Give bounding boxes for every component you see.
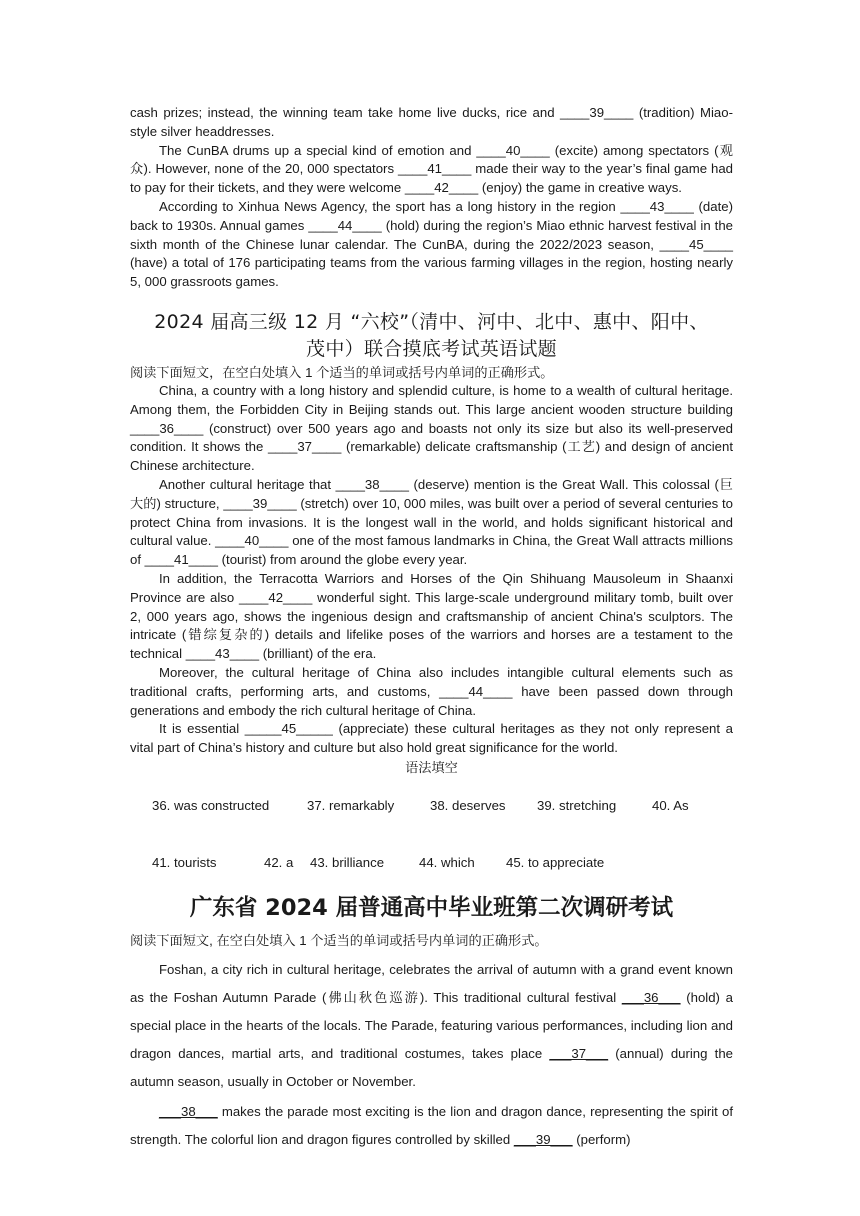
instruction: 阅读下面短文, 在空白处填入 1 个适当的单词或括号内单词的正确形式。 [130, 932, 548, 948]
paragraph [130, 956, 733, 1096]
text-run: (perform) [572, 1131, 631, 1147]
answer-item: 38. deserves [429, 797, 506, 813]
paragraph: Moreover, the cultural heritage of China also includes intangible cultural elements such as traditional crafts, performing arts, and customs, ____44____ have been passed down through generations and embody the rich cultural heritage of China. [130, 664, 733, 718]
answer-item: 42. a [263, 854, 294, 870]
paragraph: It is essential _____45_____ (appreciate) these cultural heritages as they not only represent a vital part of China’s history and culture but also hold great significance for the world. [130, 721, 733, 756]
answer-item: 39. stretching [536, 797, 617, 813]
paragraph: According to Xinhua News Agency, the sport has a long history in the region ____43____ (date) back to 1930s. Annual games ____44____ (hold) during the region’s Miao ethnic harvest festival in the sixth month of the Chinese lunar calendar. The CunBA, during the 2022/2023 season, ____45____ (have) a total of 176 participating teams from the various farming villages in the region, hosting nearly 5, 000 grassroots games. [130, 198, 733, 290]
text-run: (hold) a special place in the hearts of the locals. The Parade, featuring various performances, including lion and dragon dances, martial arts, and traditional costumes, takes place [130, 989, 733, 1061]
blank-37: ___37___ [549, 1045, 609, 1061]
paragraph: The CunBA drums up a special kind of emotion and ____40____ (excite) among spectators (观众). However, none of the 20, 000 spectators ____41____ made their way to the year’s final game had to pay for their tickets, and they were welcome ____42____ (enjoy) the game in creative ways. [130, 142, 733, 196]
answer-key-row [130, 834, 733, 891]
answer-item: 43. brilliance [309, 854, 385, 870]
paragraph: cash prizes; instead, the winning team take home live ducks, rice and ____39____ (tradition) Miao-style silver headdresses. [130, 105, 733, 139]
answer-item: 37. remarkably [306, 797, 395, 813]
blank-36: ___36___ [621, 989, 681, 1005]
exam-title-line2: 茂中）联合摸底考试英语试题 [306, 337, 557, 360]
answer-key-row [130, 777, 733, 834]
answer-item: 36. was constructed [151, 797, 270, 813]
exam-title-line1: 2024 届高三级 12 月 “六校”（清中、河中、北中、惠中、阳中、 [154, 310, 709, 333]
paragraph: In addition, the Terracotta Warriors and Horses of the Qin Shihuang Mausoleum in Shaanxi Province are also ____42____ wonderful sight. This large-scale underground military tomb, built over 2, 000 years ago, shows the ingenious design and craftsmanship of ancient China's sculptors. The intricate (错综复杂的) details and lifelike poses of the warriors and horses are a testament to the technical ____43____ (brilliant) of the era. [130, 570, 733, 662]
answer-item: 41. tourists [151, 854, 217, 870]
answer-heading: 语法填空 [405, 759, 458, 775]
section-six-schools-exam [130, 309, 733, 891]
answer-item: 44. which [418, 854, 475, 870]
section-guangdong-exam [130, 893, 733, 1154]
text-run: (annual) during the autumn season, usually in October or November. [130, 1045, 733, 1089]
document-page [130, 104, 733, 1154]
blank-38: ___38___ [159, 1103, 218, 1119]
text-run: Foshan, a city rich in cultural heritage, celebrates the arrival of autumn with a grand event known as the Foshan Autumn Parade (佛山秋色巡游). This traditional cultural festival [130, 961, 733, 1005]
paragraph [130, 1098, 733, 1154]
section-cunba-passage [130, 104, 733, 292]
paragraph: Another cultural heritage that ____38____ (deserve) mention is the Great Wall. This colossal (巨大的) structure, ____39____ (stretch) over 10, 000 miles, was built over a period of several centuries to protect China from invasions. It is the longest wall in the world, and holds significant historical and cultural value. ____40____ one of the most famous landmarks in China, the Great Wall attracts millions of ____41____ (tourist) from around the globe every year. [130, 476, 733, 568]
blank-39: ___39___ [513, 1131, 573, 1147]
instruction: 阅读下面短文，在空白处填入 1 个适当的单词或括号内单词的正确形式。 [130, 364, 554, 380]
answer-item: 40. As [651, 797, 689, 813]
exam-title: 广东省 2024 届普通高中毕业班第二次调研考试 [189, 894, 674, 921]
answer-item: 45. to appreciate [505, 854, 605, 870]
text-run: makes the parade most exciting is the lion and dragon dance, representing the spirit of strength. The colorful lion and dragon figures controlled by skilled [130, 1103, 733, 1147]
paragraph: China, a country with a long history and splendid culture, is home to a wealth of cultural heritage. Among them, the Forbidden City in Beijing stands out. This large ancient wooden structure building ____36____ (construct) over 500 years ago and boasts not only its size but also its well-preserved condition. It shows the ____37____ (remarkable) delicate craftsmanship (工艺) and design of ancient Chinese architecture. [130, 382, 733, 474]
